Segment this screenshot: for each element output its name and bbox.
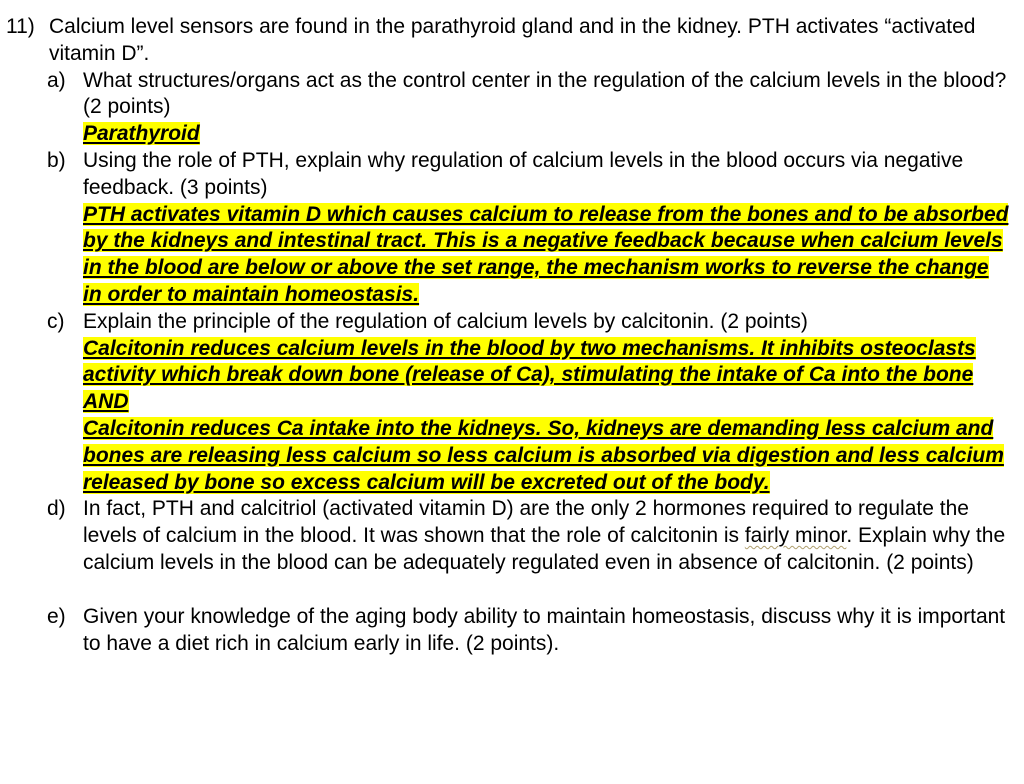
blank-line [0,577,1010,604]
part-d-text-after: . Explain why the calcium levels in the blood can be adequately regulated even in absence of calcitonin. (2 points) [83,524,1006,574]
part-b-answer-text: PTH activates vitamin D which causes calcium to release from the bones and to be absorbed by the kidneys and intestinal tract. This is a negative feedback because when calcium levels in the blood are below or above the set range, the mechanism works to reverse the change in order to maintain homeostasis. [83,202,1009,306]
document-page [0,14,1010,657]
part-c-answer-2-text: Calcitonin reduces Ca intake into the kidneys. So, kidneys are demanding less calcium and bones are releasing less calcium so less calcium is absorbed via digestion and less calcium released by bone so excess calcium will be excreted out of the body. [83,416,1004,494]
part-c-answer-and [0,389,1010,416]
part-b-text: Using the role of PTH, explain why regulation of calcium levels in the blood occurs via negative feedback. (3 points) [83,148,964,199]
part-d-label: d) [47,497,66,521]
part-a-label: a) [47,68,66,92]
part-c-answer-1 [0,336,1010,390]
part-a-text: What structures/organs act as the control center in the regulation of the calcium levels in the blood? (2 points) [83,68,1007,119]
part-b-prompt [0,148,1010,202]
part-b-label: b) [47,148,66,172]
part-d-prompt [0,496,1010,576]
question-intro: Calcium level sensors are found in the parathyroid gland and in the kidney. PTH activates “activated vitamin D”. [49,15,976,65]
question-number: 11) [6,15,35,38]
part-a-answer [0,121,1010,148]
part-c-text: Explain the principle of the regulation of calcium levels by calcitonin. (2 points) [83,309,808,333]
part-c-answer-2 [0,416,1010,496]
question-11 [0,14,1010,68]
part-c-answer-1-text: Calcitonin reduces calcium levels in the blood by two mechanisms. It inhibits osteoclasts activity which break down bone (release of Ca), stimulating the intake of Ca into the bone [83,336,976,387]
part-e-text: Given your knowledge of the aging body ability to maintain homeostasis, discuss why it is important to have a diet rich in calcium early in life. (2 points). [83,604,1006,655]
spellcheck-marked-phrase[interactable]: fairly minor [744,524,847,548]
part-e-prompt [0,604,1010,658]
part-e-label: e) [47,604,66,628]
part-c-prompt [0,309,1010,336]
part-c-answer-and-text: AND [83,390,129,414]
part-a-answer-text: Parathyroid [83,122,200,146]
part-b-answer [0,202,1010,309]
part-d-text-before: In fact, PTH and calcitriol (activated vitamin D) are the only 2 hormones required to regulate the levels of calcium in the blood. It was shown that the role of calcitonin is [83,497,969,548]
part-a-prompt [0,68,1010,122]
part-c-label: c) [47,309,65,333]
